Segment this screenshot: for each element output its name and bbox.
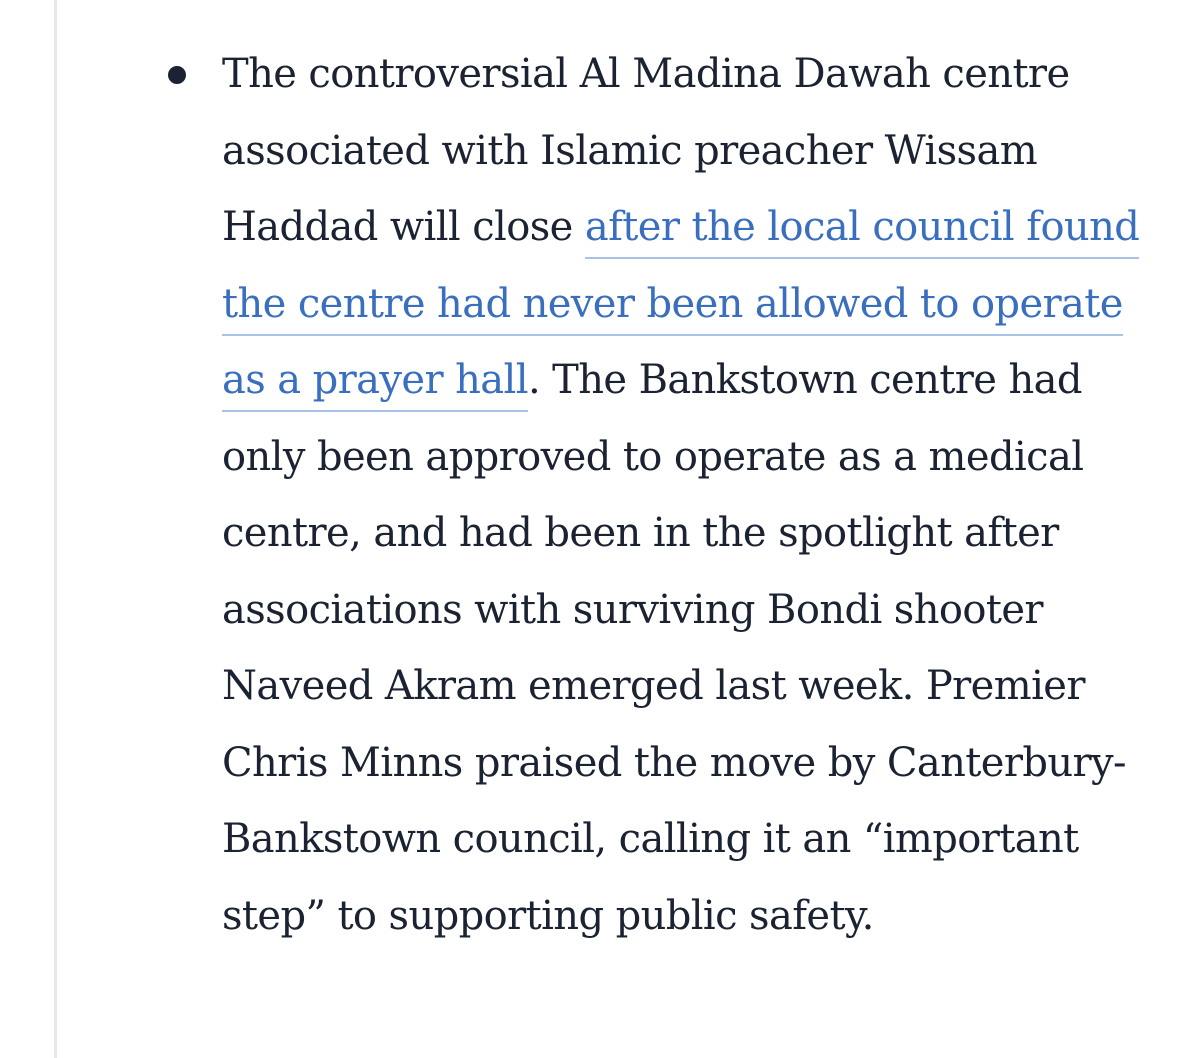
bullet-text-before-link: The controversial Al Madina Dawah centre associated with Islamic preacher Wissam Haddad will close bbox=[222, 51, 1070, 250]
bullet-dot-icon bbox=[168, 66, 186, 84]
list-item bbox=[222, 36, 1167, 954]
bullet-text-after-link: . The Bankstown centre had only been approved to operate as a medical centre, and had been in the spotlight after associations with surviving Bondi shooter Naveed Akram emerged last week. Premier Chris Minns praised the move by Canterbury-Bankstown council, calling it an “important step” to supporting public safety. bbox=[222, 357, 1126, 939]
council-decision-link[interactable]: after the local council found the centre had never been allowed to operate as a prayer hall bbox=[222, 204, 1139, 412]
